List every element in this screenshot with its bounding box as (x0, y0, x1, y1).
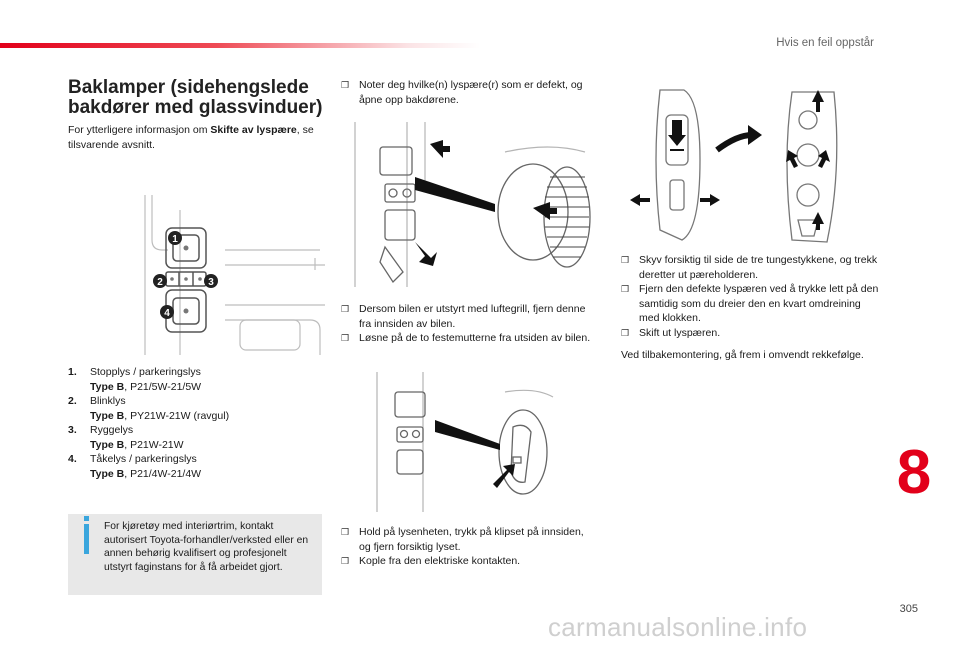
watermark: carmanualsonline.info (548, 612, 808, 642)
checkbox-icon: ❒ (341, 527, 350, 537)
illustration-remove-lamp (375, 372, 555, 517)
diagram-label-2: 2 (157, 277, 163, 288)
intro-suffix: , se tilsvarende avsnitt. (68, 124, 314, 151)
intro-prefix: For ytterligere informasjon om (68, 124, 211, 136)
step-item (341, 78, 586, 107)
step-item (341, 331, 591, 346)
steps-list-1 (341, 78, 586, 107)
closing-text: Ved tilbakemontering, gå frem i omvendt rekkefølge. (621, 349, 864, 361)
legend-type: Type B (90, 438, 125, 451)
legend-spec: , PY21W-21W (ravgul) (124, 409, 230, 422)
checkbox-icon: ❒ (621, 327, 630, 338)
legend-type: Type B (90, 409, 125, 422)
checkbox-icon: ❒ (621, 284, 630, 294)
diagram-label-4: 4 (164, 308, 170, 319)
checkbox-icon: ❒ (341, 80, 350, 90)
step-text: Dersom bilen er utstyrt med luftegrill, fjern denne fra innsiden av bilen. (359, 303, 586, 330)
legend-number: 4. (68, 453, 77, 465)
legend-number: 1. (68, 366, 77, 378)
diagram-label-3: 3 (208, 277, 214, 288)
page-number: 305 (899, 603, 918, 615)
legend-type: Type B (90, 380, 125, 393)
header-accent-bar (0, 43, 480, 48)
legend-item (68, 452, 323, 481)
info-icon-bar (84, 524, 89, 554)
bulb-legend (68, 365, 323, 481)
diagram-label-1: 1 (172, 234, 178, 245)
intro-text (68, 123, 323, 153)
illustration-bulb-holder (622, 80, 884, 245)
page-title: Baklamper (sidehengslede bakdører med glassvinduer) (68, 77, 323, 118)
step-item (621, 253, 883, 282)
steps-list-4 (621, 253, 883, 340)
legend-number: 3. (68, 424, 77, 436)
checkbox-icon: ❒ (341, 333, 350, 343)
step-item (341, 525, 591, 554)
info-note-box (68, 514, 322, 595)
info-note-text: For kjøretøy med interiørtrim, kontakt autorisert Toyota-forhandler/verksted eller en annen behørig kvalifisert og profesjonelt utstyrt faginstans for å få arbeidet gjort. (104, 521, 309, 573)
legend-name: Ryggelys (90, 424, 134, 436)
step-text: Løsne på de to festemutterne fra utsiden av bilen. (359, 332, 591, 344)
legend-spec: , P21/5W-21/5W (124, 380, 202, 393)
checkbox-icon: ❒ (621, 255, 630, 265)
step-text: Fjern den defekte lyspæren ved å trykke lett på den samtidig som du dreier den en kvart omdreining med klokken. (639, 283, 879, 324)
info-icon (84, 516, 89, 521)
legend-name: Blinklys (90, 395, 126, 407)
step-text: Noter deg hvilke(n) lyspære(r) som er defekt, og åpne opp bakdørene. (359, 79, 583, 106)
step-text: Hold på lysenheten, trykk på klipset på innsiden, og fjern forsiktig lyset. (359, 526, 584, 553)
checkbox-icon: ❒ (341, 556, 350, 566)
intro-link[interactable]: Skifte av lyspære (210, 124, 297, 136)
step-item (621, 326, 883, 341)
legend-type: Type B (90, 467, 125, 480)
rear-lamp-diagram (140, 190, 325, 362)
legend-item (68, 365, 323, 394)
legend-item (68, 423, 323, 452)
legend-name: Tåkelys / parkeringslys (90, 453, 197, 465)
steps-list-3 (341, 525, 591, 569)
step-item (621, 282, 883, 326)
illustration-remove-grille (345, 122, 595, 292)
steps-list-2 (341, 302, 591, 346)
legend-item (68, 394, 323, 423)
step-item (341, 554, 591, 569)
checkbox-icon: ❒ (341, 304, 350, 314)
legend-spec: , P21/4W-21/4W (124, 467, 202, 480)
chapter-number: 8 (896, 438, 932, 507)
step-item (341, 302, 591, 331)
section-header: Hvis en feil oppstår (776, 37, 874, 49)
step-text: Kople fra den elektriske kontakten. (359, 555, 521, 567)
step-text: Skyv forsiktig til side de tre tungestykkene, og trekk deretter ut pæreholderen. (639, 254, 878, 281)
legend-name: Stopplys / parkeringslys (90, 366, 201, 378)
legend-number: 2. (68, 395, 77, 407)
legend-spec: , P21W-21W (124, 438, 184, 451)
step-text: Skift ut lyspæren. (639, 326, 721, 339)
